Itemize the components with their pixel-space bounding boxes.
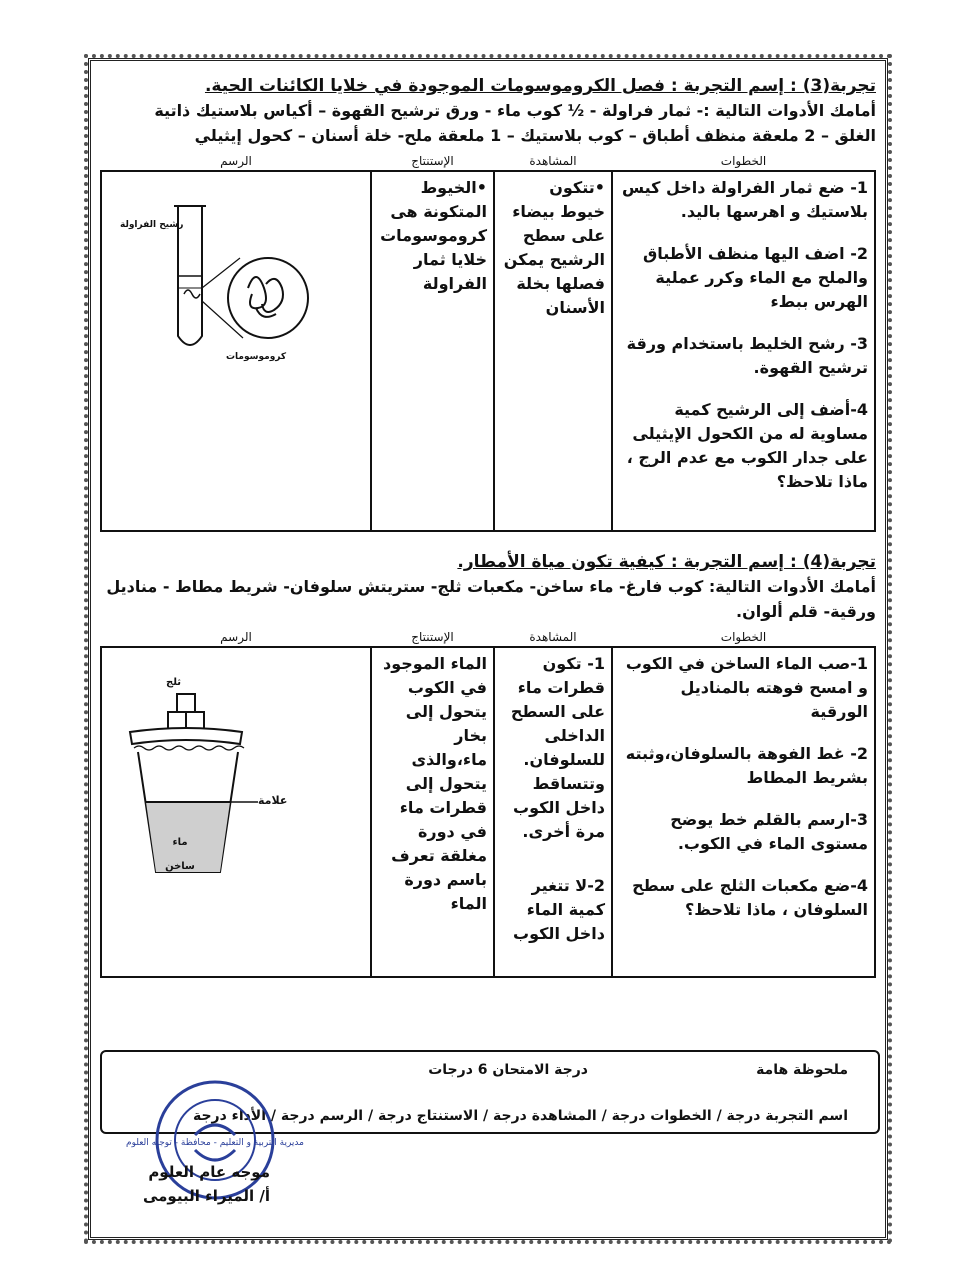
header-conclusion: الإستنتاج [371,152,494,171]
step-3: 3-ارسم بالقلم خط يوضح مستوى الماء في الكوب. [670,810,868,853]
header-steps: الخطوات [612,152,875,171]
experiment-3-tools [100,98,876,148]
drawing-cell [101,647,371,977]
experiment-3-tools-line2: الغلق – 2 ملعقة منظف أطباق – كوب بلاستيك – 1 ملعقة ملح- خلة أسنان – كحول إيثيلي [194,126,876,145]
experiment-4-table [100,628,876,978]
observation-cell: •تتكون خيوط بيضاء على سطح الرشيح يمكن فصلها بخلة الأسنان [494,171,612,531]
step-3: 3- رشح الخليط باستخدام ورقة ترشيح القهوة. [626,334,868,377]
conclusion-cell: الماء الموجود في الكوب يتحول إلى بخار ماء،والذى يتحول إلى قطرات ماء في دورة مغلقة تعرف باسم دورة الماء [371,647,494,977]
conclusion-cell: •الخيوط المتكونة هى كروموسومات خلايا ثمار الفراولة [371,171,494,531]
step-4: 4-ضع مكعبات الثلج على سطح السلوفان ، ماذا تلاحظ؟ [632,876,868,919]
header-steps: الخطوات [612,628,875,647]
note-title: ملحوظة هامة [756,1062,848,1078]
step-1: 1-صب الماء الساخن في الكوب و امسح فوهته بالمناديل الورقية [625,654,868,721]
observation-1: 1- تكون قطرات ماء على السطح الداخلى للسلوفان. وتتساقط داخل الكوب مرة أخرى. [510,654,605,841]
header-drawing: الرسم [101,628,371,647]
steps-cell [612,647,875,977]
mark-label: علامة [258,794,288,807]
step-1: 1- ضع ثمار الفراولة داخل كيس بلاستيك و اهرسها باليد. [621,178,868,221]
experiment-4-tools: أمامك الأدوات التالية: كوب فارغ- ماء ساخن- مكعبات ثلج- ستريتش سلوفان- شريط مطاط - مناديل ورقية- قلم ألوان. [106,577,876,621]
step-2: 2- غط الفوهة بالسلوفان،وثبته بشريط المطاط [625,744,868,787]
step-2: 2- اضف اليها منظف الأطباق والملح مع الماء وكرر عملية الهرس ببطء [642,244,868,311]
ice-label: ثلج [166,677,182,688]
header-drawing: الرسم [101,152,371,171]
experiment-3-tools-line1: أمامك الأدوات التالية :- ثمار فراولة - ½ كوب ماء - ورق ترشيح القهوة – أكياس بلاستيك ذاتية [154,101,876,120]
chromosome-small-icon [184,290,200,298]
experiment-3-title: تجربة(3) : إسم التجربة : فصل الكروموسومات الموجودة في خلايا الكائنات الحية. [204,76,876,96]
stamp-text: مديرية التربية و التعليم - محافظة - توجيه العلوم [126,1138,304,1148]
cellophane-icon [130,728,242,744]
scoring-breakdown: اسم التجربة درجة / الخطوات درجة / المشاهدة درجة / الاستنتاج درجة / الرسم درجة / الأداء درجة [192,1108,848,1124]
tube-label: رشيح الفراولة [120,220,184,230]
magnified-circle-icon [228,258,308,338]
strawberry-tube-drawing [108,176,358,406]
step-4: 4-أضف إلى الرشيح كمية مساوية له من الكحول الإيثيلى على جدار الكوب مع عدم الرج ، ماذا تلاحظ؟ [626,400,868,491]
steps-cell [612,171,875,531]
worksheet-content [100,70,876,978]
signature-name: أ/ الميراء البيومى [142,1187,270,1205]
experiment-4-title: تجربة(4) : إسم التجربة : كيفية تكون مياة الأمطار. [457,552,876,572]
signature-title: موجه عام العلوم [148,1163,270,1181]
header-observation: المشاهدة [494,152,612,171]
exam-grade: درجة الامتحان 6 درجات [428,1062,588,1078]
chromosomes-label: كروموسومات [226,352,287,362]
observation-2: 2-لا تتغير كمية الماء داخل الكوب [513,876,605,943]
water-label: ماء ساخن [165,837,195,872]
header-observation: المشاهدة [494,628,612,647]
supervisor-signature [110,1160,270,1208]
header-conclusion: الإستنتاج [371,628,494,647]
water-cycle-cup-drawing [108,652,358,882]
experiment-3-table [100,152,876,532]
rubber-band-icon [134,746,244,750]
drawing-cell [101,171,371,531]
observation-cell [494,647,612,977]
